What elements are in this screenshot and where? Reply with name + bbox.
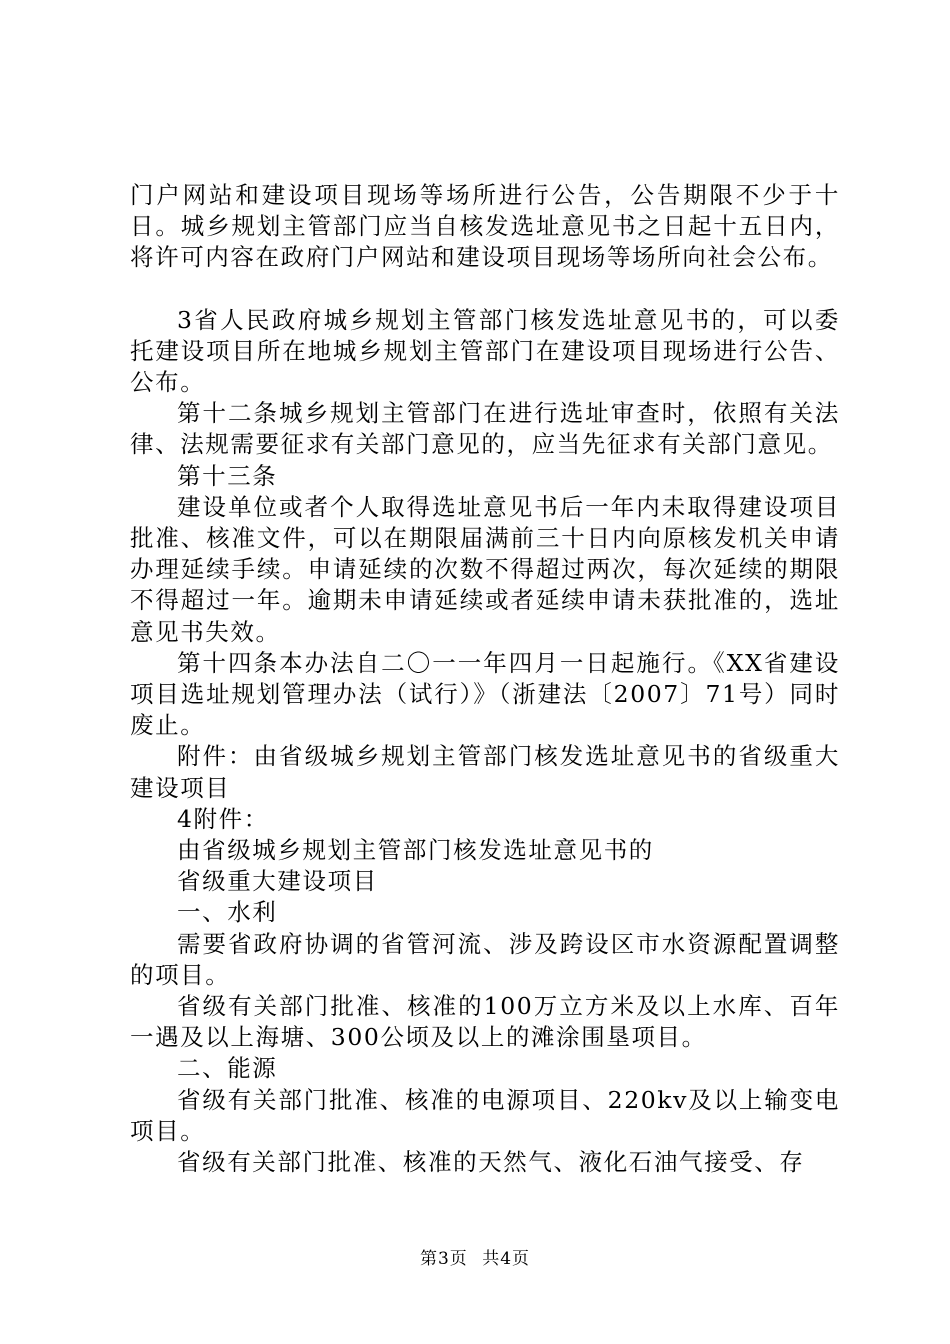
paragraph-article-13: 建设单位或者个人取得选址意见书后一年内未取得建设项目批准、核准文件，可以在期限届满前三十日内向原核发机关申请办理延续手续。申请延续的次数不得超过两次，每次延续的期限不得超过一年。逾期未申请延续或者延续申请未获批准的，选址意见书失效。 bbox=[130, 492, 840, 646]
page-number: 第3页 bbox=[419, 1249, 468, 1269]
paragraph-water-2: 省级有关部门批准、核准的100万立方米及以上水库、百年一遇及以上海塘、300公顷及以上的滩涂围垦项目。 bbox=[130, 992, 840, 1052]
heading-attachment: 4附件： bbox=[177, 804, 269, 833]
attachment-title-line-1: 由省级城乡规划主管部门核发选址意见书的 bbox=[177, 836, 654, 865]
paragraph-article-12: 第十二条城乡规划主管部门在进行选址审查时，依照有关法律、法规需要征求有关部门意见的，应当先征求有关部门意见。 bbox=[130, 399, 840, 459]
section-heading-energy: 二、能源 bbox=[177, 1054, 278, 1083]
section-heading-water: 一、水利 bbox=[177, 898, 278, 927]
paragraph-article-14: 第十四条本办法自二〇一一年四月一日起施行。《XX省建设项目选址规划管理办法（试行）》（浙建法〔2007〕71号）同时废止。 bbox=[130, 648, 840, 740]
paragraph-attachment-note: 附件：由省级城乡规划主管部门核发选址意见书的省级重大建设项目 bbox=[130, 742, 840, 802]
paragraph-continuation: 门户网站和建设项目现场等场所进行公告，公告期限不少于十日。城乡规划主管部门应当自核发选址意见书之日起十五日内，将许可内容在政府门户网站和建设项目现场等场所向社会公布。 bbox=[130, 181, 840, 272]
page-footer bbox=[0, 1244, 950, 1269]
paragraph-energy-1: 省级有关部门批准、核准的电源项目、220kv及以上输变电项目。 bbox=[130, 1085, 840, 1145]
page-total: 共4页 bbox=[482, 1249, 531, 1269]
paragraph-clause-3: 3省人民政府城乡规划主管部门核发选址意见书的，可以委托建设项目所在地城乡规划主管部门在建设项目现场进行公告、公布。 bbox=[130, 305, 840, 397]
heading-article-13: 第十三条 bbox=[177, 461, 278, 490]
paragraph-gap bbox=[130, 274, 840, 305]
document-body bbox=[130, 180, 840, 1178]
paragraph-energy-2: 省级有关部门批准、核准的天然气、液化石油气接受、存 bbox=[177, 1148, 805, 1177]
attachment-title-line-2: 省级重大建设项目 bbox=[177, 867, 378, 896]
paragraph-water-1: 需要省政府协调的省管河流、涉及跨设区市水资源配置调整的项目。 bbox=[130, 929, 840, 989]
